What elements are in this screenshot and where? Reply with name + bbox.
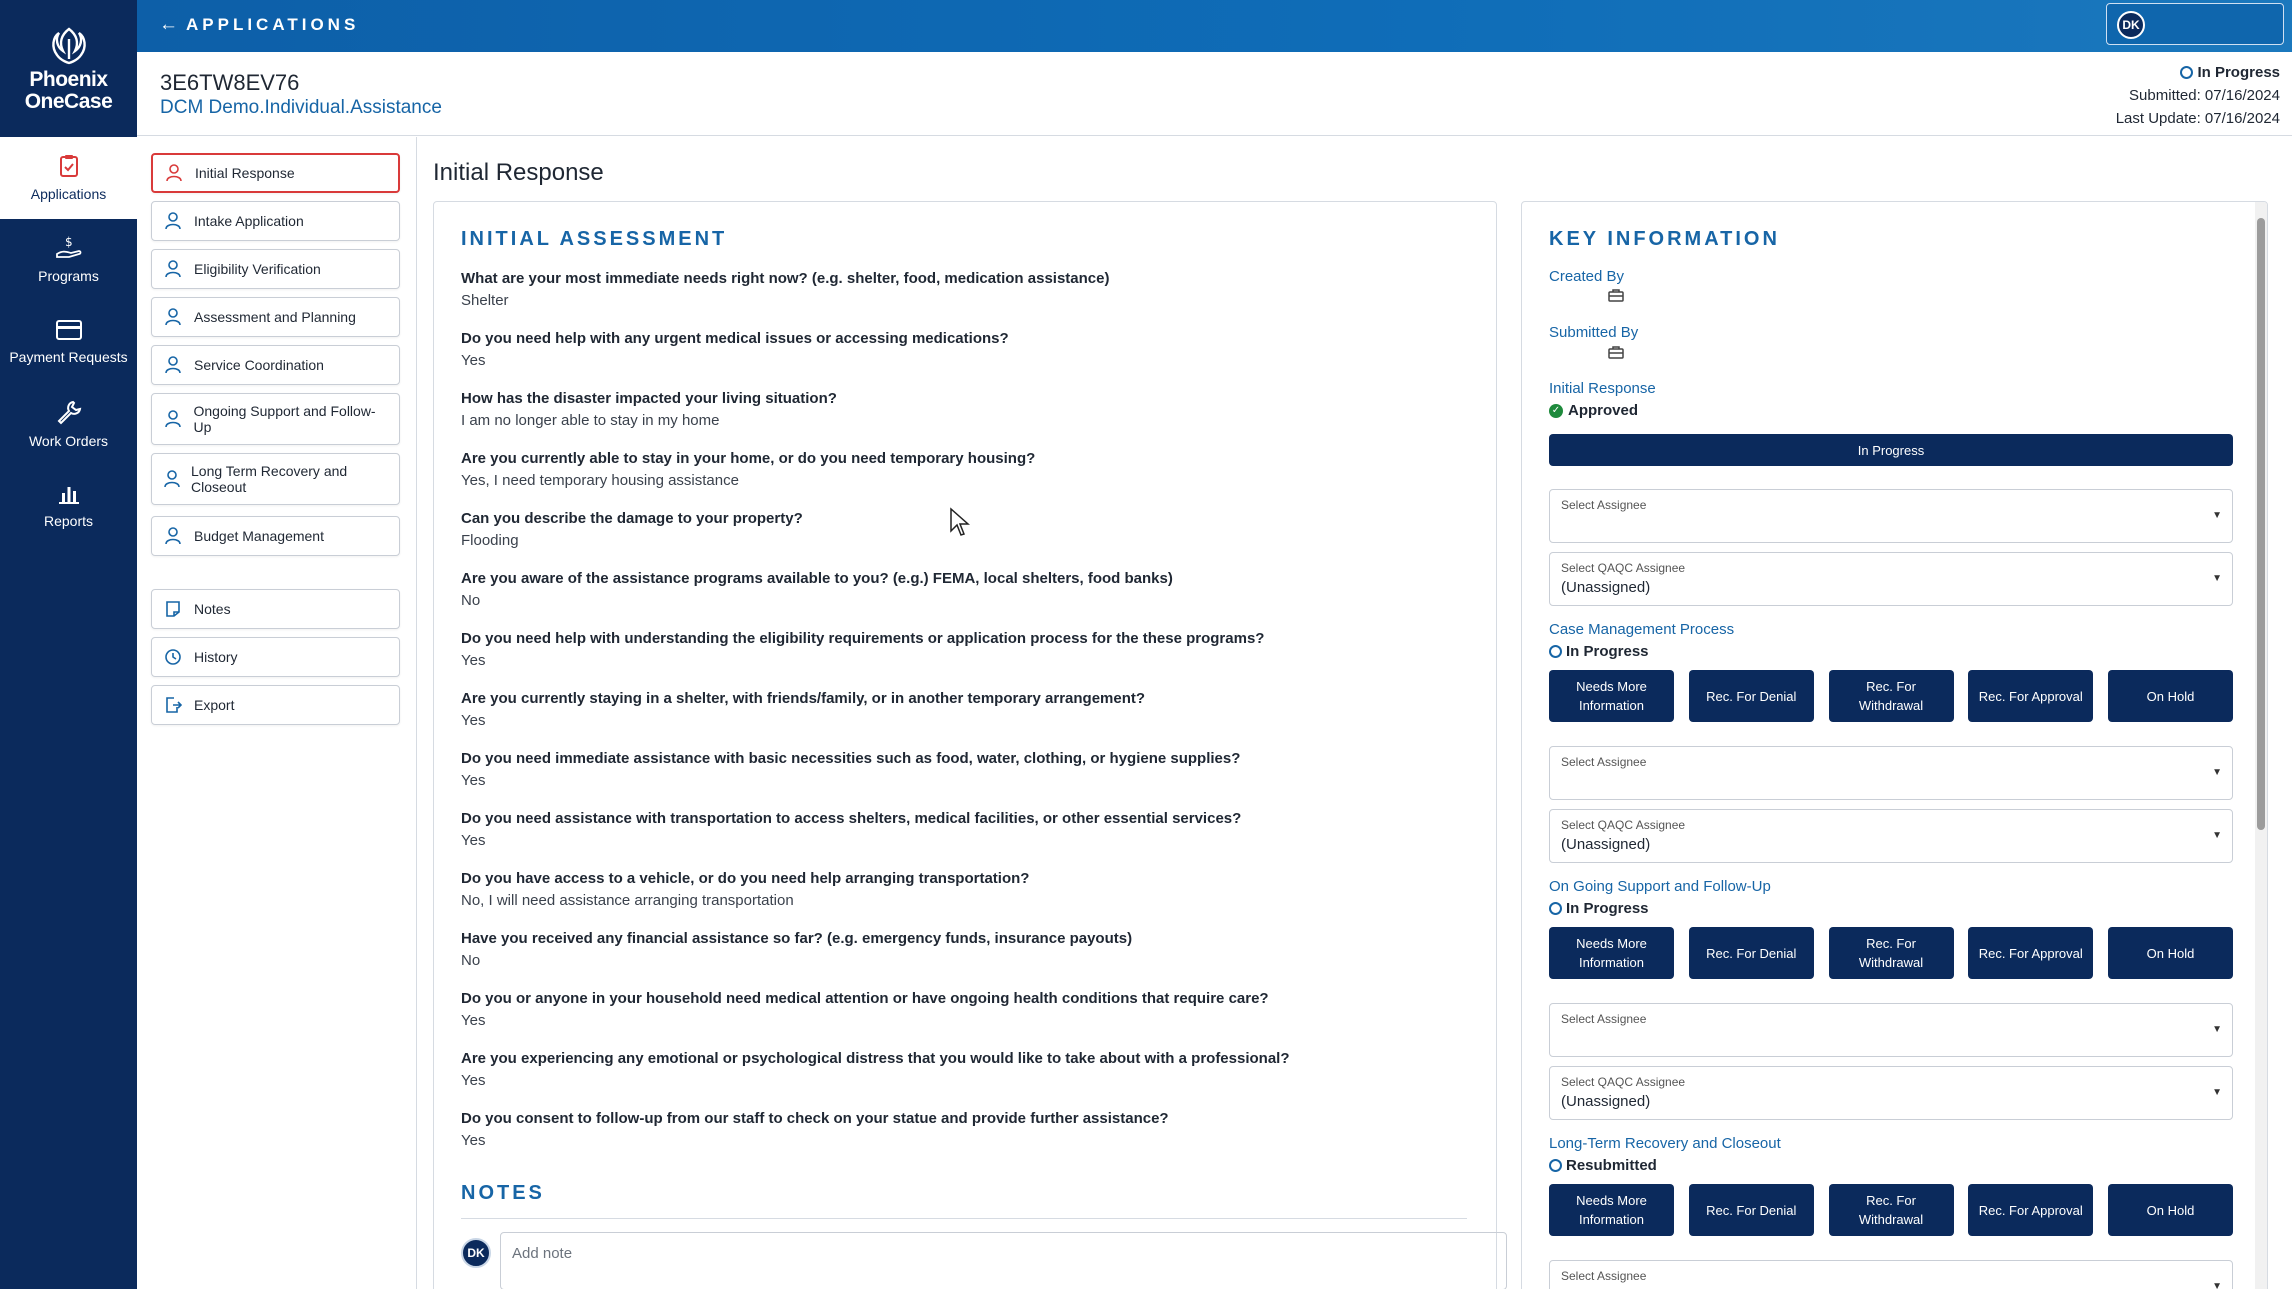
action-button-row: [1549, 1184, 2233, 1236]
question: Can you describe the damage to your property?: [461, 510, 803, 527]
select-label: Select QAQC Assignee: [1561, 818, 1686, 832]
rec-for-approval-button[interactable]: Rec. For Approval: [1968, 670, 2093, 722]
subnav-item-budget-management[interactable]: [151, 516, 400, 556]
caret-down-icon: ▼: [2212, 1024, 2222, 1035]
top-bar: [137, 0, 2292, 52]
qa-item: [461, 750, 1471, 790]
qa-item: [461, 810, 1471, 850]
divider: [461, 1218, 1467, 1219]
question: Are you currently staying in a shelter, with friends/family, or in another temporary arrangement?: [461, 690, 1146, 707]
notes-heading: NOTES: [461, 1182, 545, 1204]
select-label: Select Assignee: [1561, 498, 1647, 512]
select-value: (Unassigned): [1561, 579, 1651, 596]
select-label: Select Assignee: [1561, 755, 1647, 769]
bar-chart-icon: [57, 483, 81, 505]
answer: Yes: [461, 652, 486, 669]
question: Do you need assistance with transportation to access shelters, medical facilities, or other essential services?: [461, 810, 1242, 827]
qa-item: [461, 1050, 1471, 1090]
person-icon: [153, 164, 195, 182]
select-qaqc-assignee-dropdown[interactable]: [1549, 1066, 2233, 1120]
answer: Yes: [461, 832, 486, 849]
subnav-item-label: Initial Response: [195, 165, 295, 181]
case-program-name[interactable]: DCM Demo.Individual.Assistance: [160, 97, 442, 118]
person-icon: [152, 212, 194, 230]
caret-down-icon: ▼: [2212, 830, 2222, 841]
select-qaqc-assignee-dropdown[interactable]: [1549, 809, 2233, 863]
avatar: DK: [461, 1238, 491, 1268]
avatar: DK: [2117, 11, 2145, 39]
subnav-item-initial-response[interactable]: [151, 153, 400, 193]
question: Are you aware of the assistance programs available to you? (e.g.) FEMA, local shelters, food banks): [461, 570, 1173, 587]
rail-item-label: Programs: [38, 268, 99, 284]
needs-more-information-button[interactable]: Needs More Information: [1549, 927, 1674, 979]
question: Have you received any financial assistance so far? (e.g. emergency funds, insurance payouts): [461, 930, 1133, 947]
question: Do you need help with understanding the eligibility requirements or application process for the these programs?: [461, 630, 1265, 647]
subnav-item-history[interactable]: [151, 637, 400, 677]
brand-line-2: OneCase: [24, 89, 113, 113]
resubmitted-ring-icon: [1549, 1159, 1562, 1172]
brand-name: [25, 69, 113, 113]
subnav-item-label: Service Coordination: [194, 357, 324, 373]
action-button-row: [1549, 927, 2233, 979]
qa-item: [461, 270, 1471, 310]
status-text: In Progress: [1566, 643, 1649, 660]
note-icon: [152, 600, 194, 618]
on-hold-button[interactable]: On Hold: [2108, 670, 2233, 722]
workflow-nav: [137, 137, 417, 1289]
person-icon: [152, 527, 194, 545]
add-note-textarea[interactable]: Add note: [500, 1232, 1507, 1289]
caret-down-icon: ▼: [2212, 1281, 2222, 1289]
qa-item: [461, 870, 1471, 910]
case-last-update: Last Update: 07/16/2024: [2115, 110, 2280, 127]
person-icon: [152, 260, 194, 278]
qa-item: [461, 630, 1471, 670]
select-assignee-dropdown[interactable]: [1549, 1260, 2233, 1289]
qa-item: [461, 330, 1471, 370]
rec-for-withdrawal-button[interactable]: Rec. For Withdrawal: [1829, 1184, 1954, 1236]
select-value: (Unassigned): [1561, 1093, 1651, 1110]
subnav-item-export[interactable]: [151, 685, 400, 725]
subnav-item-intake-application[interactable]: [151, 201, 400, 241]
on-hold-button[interactable]: On Hold: [2108, 927, 2233, 979]
answer: Yes: [461, 1132, 486, 1149]
rail-item-payment-requests[interactable]: [0, 301, 137, 383]
section-title: Case Management Process: [1549, 621, 1735, 638]
select-label: Select Assignee: [1561, 1269, 1647, 1283]
status-text: Approved: [1568, 402, 1639, 419]
answer: No: [461, 592, 481, 609]
credit-card-icon: [55, 319, 83, 341]
rec-for-withdrawal-button[interactable]: Rec. For Withdrawal: [1829, 927, 1954, 979]
key-information-card: [1521, 201, 2268, 1289]
qa-item: [461, 570, 1471, 610]
key-info-scrollbar[interactable]: [2255, 202, 2267, 1289]
answer: Yes: [461, 772, 486, 789]
check-circle-icon: ✓: [1549, 404, 1563, 418]
subnav-item-label: Budget Management: [194, 528, 324, 544]
rec-for-denial-button[interactable]: Rec. For Denial: [1689, 670, 1814, 722]
mouse-pointer-icon: [949, 507, 971, 537]
app-logo[interactable]: [0, 0, 137, 137]
submitted-by-label: Submitted By: [1549, 324, 1639, 341]
initial-response-status: [1549, 402, 1638, 419]
rail-item-label: Payment Requests: [9, 349, 128, 365]
subnav-item-label: Ongoing Support and Follow-Up: [193, 403, 376, 435]
subnav-item-label: Notes: [194, 601, 231, 617]
question: Do you or anyone in your household need medical attention or have ongoing health conditions that require care?: [461, 990, 1269, 1007]
case-status-text: In Progress: [2197, 64, 2280, 81]
select-assignee-dropdown[interactable]: [1549, 1003, 2233, 1057]
subnav-item-label: Intake Application: [194, 213, 304, 229]
created-by-label: Created By: [1549, 268, 1625, 285]
question: Are you experiencing any emotional or psychological distress that you would like to take about with a professional?: [461, 1050, 1290, 1067]
rec-for-denial-button[interactable]: Rec. For Denial: [1689, 927, 1814, 979]
caret-down-icon: ▼: [2212, 767, 2222, 778]
needs-more-information-button[interactable]: Needs More Information: [1549, 1184, 1674, 1236]
select-label: Select QAQC Assignee: [1561, 1075, 1686, 1089]
question: Are you currently able to stay in your home, or do you need temporary housing?: [461, 450, 1036, 467]
main-content: [418, 137, 2292, 1289]
arrow-left-icon: ←: [159, 14, 178, 35]
qa-item: [461, 1110, 1471, 1150]
wrench-icon: [56, 399, 82, 425]
on-hold-button[interactable]: On Hold: [2108, 1184, 2233, 1236]
clock-icon: [152, 648, 194, 666]
case-header: [137, 52, 2292, 136]
qa-item: [461, 990, 1471, 1030]
person-icon: [152, 308, 194, 326]
back-to-applications-link[interactable]: [159, 14, 359, 36]
select-assignee-dropdown[interactable]: [1549, 489, 2233, 543]
rail-item-work-orders[interactable]: [0, 383, 137, 465]
qa-item: [461, 930, 1471, 970]
section-status: [1549, 1157, 1657, 1174]
svg-text:$: $: [64, 236, 73, 249]
section-status: [1549, 643, 1649, 660]
answer: No, I will need assistance arranging transportation: [461, 892, 794, 909]
answer: Yes: [461, 712, 486, 729]
subnav-item-service-coordination[interactable]: [151, 345, 400, 385]
subnav-item-notes[interactable]: [151, 589, 400, 629]
user-menu-button[interactable]: [2106, 3, 2284, 45]
answer: Yes, I need temporary housing assistance: [461, 472, 739, 489]
rail-item-label: Applications: [30, 186, 107, 202]
subnav-item-assessment-and-planning[interactable]: [151, 297, 400, 337]
answer: Yes: [461, 1072, 486, 1089]
subnav-item-label: Export: [194, 697, 235, 713]
qa-item: [461, 450, 1471, 490]
section-title: On Going Support and Follow-Up: [1549, 878, 1771, 895]
person-icon: [152, 470, 191, 488]
phoenix-logo-icon: [47, 25, 91, 65]
subnav-item-label: Eligibility Verification: [194, 261, 321, 277]
initial-response-label: Initial Response: [1549, 380, 1656, 397]
case-status: [2116, 61, 2280, 84]
rail-item-reports[interactable]: [0, 465, 137, 547]
status-text: In Progress: [1566, 900, 1649, 917]
status-text: Resubmitted: [1566, 1157, 1657, 1174]
person-icon: [152, 356, 194, 374]
briefcase-icon: [1608, 288, 1624, 307]
case-submitted-date: Submitted: 07/16/2024: [2129, 87, 2280, 104]
select-value: (Unassigned): [1561, 836, 1651, 853]
subnav-item-label: History: [194, 649, 238, 665]
in-progress-ring-icon: [1549, 645, 1562, 658]
case-id: 3E6TW8EV76: [160, 70, 300, 95]
answer: Yes: [461, 352, 486, 369]
needs-more-information-button[interactable]: Needs More Information: [1549, 670, 1674, 722]
question: Do you have access to a vehicle, or do you need help arranging transportation?: [461, 870, 1030, 887]
page-title: Initial Response: [433, 159, 604, 186]
rec-for-approval-button[interactable]: Rec. For Approval: [1968, 927, 2093, 979]
qa-item: [461, 390, 1471, 430]
subnav-item-label: Assessment and Planning: [194, 309, 356, 325]
brand-line-1: Phoenix: [29, 67, 108, 91]
back-link-label: APPLICATIONS: [186, 15, 360, 34]
action-button-row: [1549, 670, 2233, 722]
section-title: Long-Term Recovery and Closeout: [1549, 1135, 1781, 1152]
scrollbar-thumb[interactable]: [2257, 218, 2265, 830]
answer: No: [461, 952, 481, 969]
briefcase-icon: [1608, 345, 1624, 364]
answer: I am no longer able to stay in my home: [461, 412, 720, 429]
in-progress-ring-icon: [2180, 66, 2193, 79]
question: Do you consent to follow-up from our staff to check on your statue and provide further assistance?: [461, 1110, 1169, 1127]
caret-down-icon: ▼: [2212, 510, 2222, 521]
subnav-item-eligibility-verification[interactable]: [151, 249, 400, 289]
caret-down-icon: ▼: [2212, 573, 2222, 584]
subnav-item-ongoing-support[interactable]: [151, 393, 400, 445]
rail-item-label: Work Orders: [28, 433, 109, 449]
select-label: Select Assignee: [1561, 1012, 1647, 1026]
answer: Shelter: [461, 292, 509, 309]
export-icon: [152, 696, 194, 714]
initial-assessment-card: [433, 201, 1497, 1289]
select-qaqc-assignee-dropdown[interactable]: [1549, 552, 2233, 606]
clipboard-check-icon: [59, 154, 79, 178]
key-info-heading: KEY INFORMATION: [1549, 228, 1780, 250]
rail-item-label: Reports: [43, 513, 94, 529]
question: How has the disaster impacted your living situation?: [461, 390, 837, 407]
person-icon: [152, 410, 193, 428]
assessment-heading: INITIAL ASSESSMENT: [461, 228, 728, 250]
rec-for-approval-button[interactable]: Rec. For Approval: [1968, 1184, 2093, 1236]
rail-item-applications[interactable]: [0, 137, 137, 219]
dollar-hand-icon: [55, 236, 83, 260]
left-nav-rail: [0, 0, 137, 1289]
section-status: [1549, 900, 1649, 917]
subnav-item-label: Long Term Recovery and Closeout: [191, 463, 348, 495]
question: Do you need immediate assistance with basic necessities such as food, water, clothing, or hygiene supplies?: [461, 750, 1241, 767]
answer: Flooding: [461, 532, 519, 549]
qa-item: [461, 690, 1471, 730]
rec-for-denial-button[interactable]: Rec. For Denial: [1689, 1184, 1814, 1236]
select-assignee-dropdown[interactable]: [1549, 746, 2233, 800]
in-progress-ring-icon: [1549, 902, 1562, 915]
caret-down-icon: ▼: [2212, 1087, 2222, 1098]
question: What are your most immediate needs right now? (e.g. shelter, food, medication assistance): [461, 270, 1110, 287]
rec-for-withdrawal-button[interactable]: Rec. For Withdrawal: [1829, 670, 1954, 722]
subnav-item-long-term-recovery[interactable]: [151, 453, 400, 505]
question: Do you need help with any urgent medical issues or accessing medications?: [461, 330, 1009, 347]
case-status-panel: [2116, 61, 2280, 130]
rail-item-programs[interactable]: [0, 219, 137, 301]
in-progress-button[interactable]: In Progress: [1549, 434, 2233, 466]
answer: Yes: [461, 1012, 486, 1029]
select-label: Select QAQC Assignee: [1561, 561, 1686, 575]
